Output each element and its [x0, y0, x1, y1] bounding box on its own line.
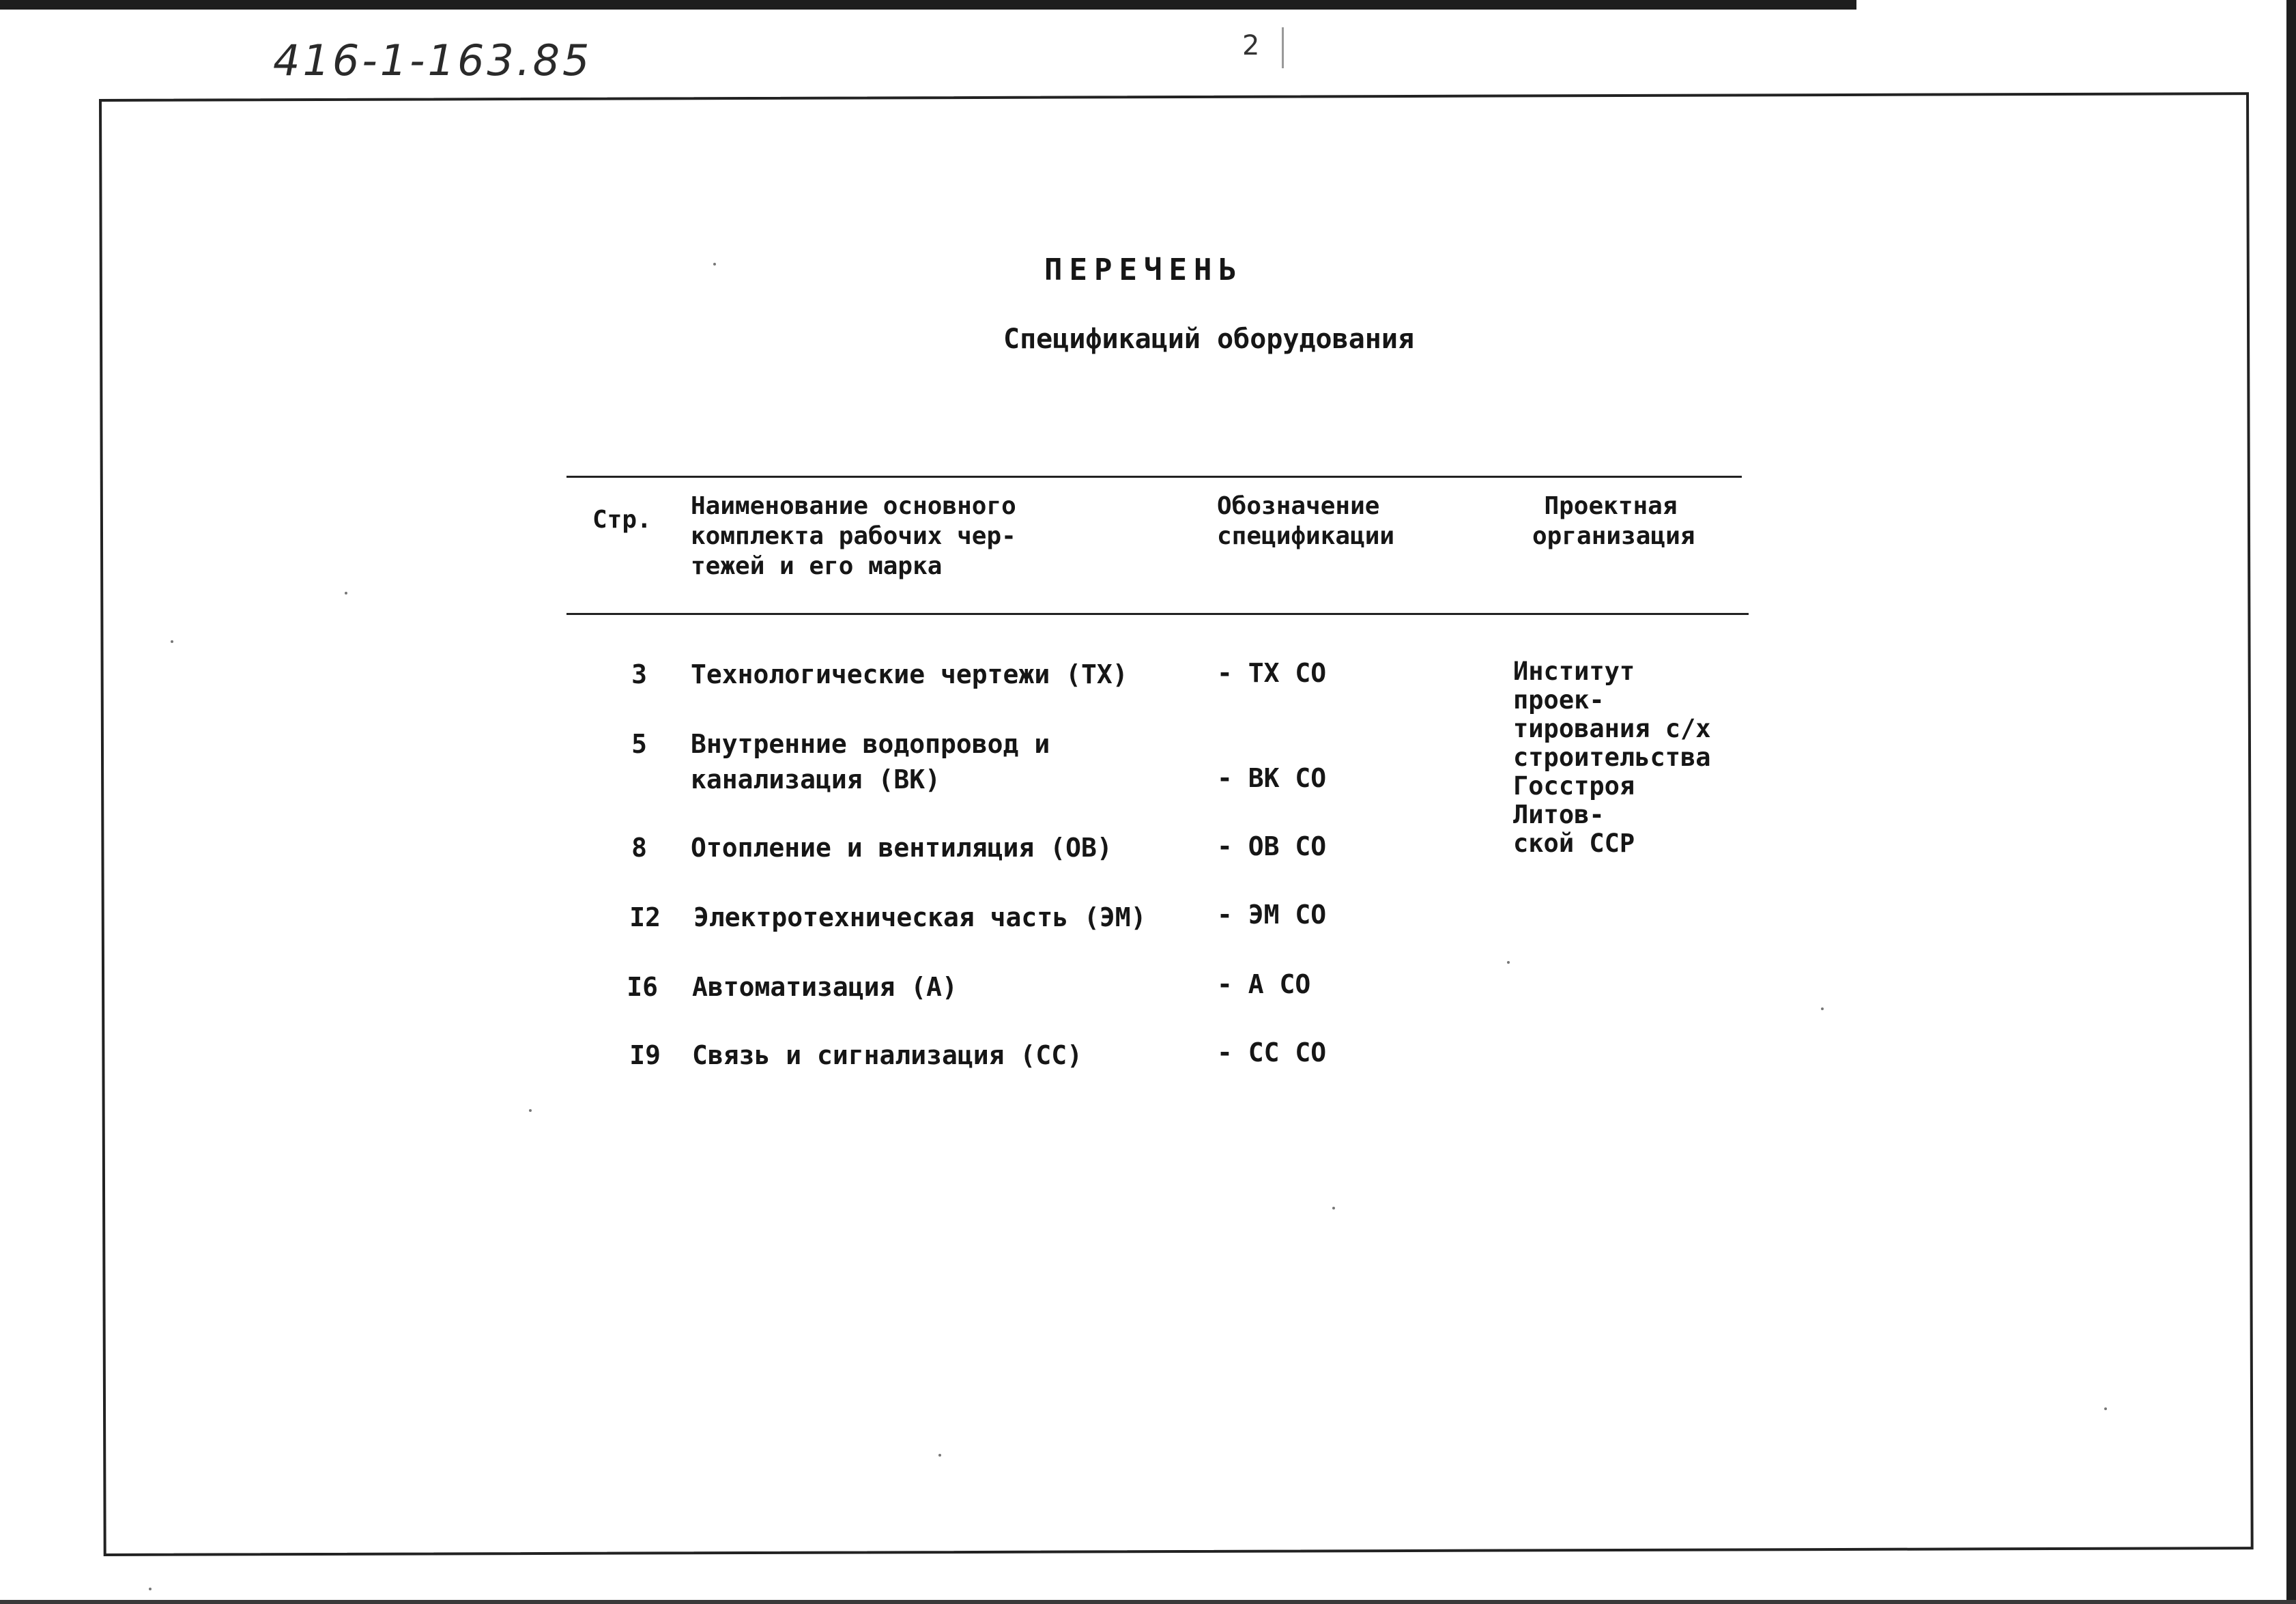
- row-page: I6: [627, 972, 658, 1002]
- row-code: - СС СО: [1217, 1037, 1327, 1068]
- row-code: - А СО: [1217, 969, 1311, 999]
- scan-speck: [2104, 1407, 2107, 1410]
- header-code-line: спецификации: [1217, 522, 1395, 550]
- header-org-line: Проектная: [1544, 492, 1678, 520]
- org-line: Институт проек-: [1513, 657, 1635, 715]
- scan-speck: [1821, 1007, 1824, 1010]
- row-name: [691, 726, 1182, 797]
- row-name: Отопление и вентиляция (ОВ): [691, 833, 1113, 863]
- row-name: Электротехническая часть (ЭМ): [693, 902, 1147, 932]
- header-organization: [1532, 491, 1695, 552]
- scan-speck: [938, 1454, 941, 1457]
- row-page: 8: [631, 833, 647, 863]
- header-code: [1217, 491, 1435, 552]
- scan-speck: [1507, 961, 1510, 964]
- scan-edge-top: [0, 0, 1856, 10]
- page-number: 2: [1242, 30, 1260, 61]
- scan-edge-bottom: [0, 1600, 2296, 1604]
- row-code: - ВК СО: [1217, 763, 1327, 793]
- row-page: 5: [631, 729, 647, 759]
- header-org-line: организация: [1532, 522, 1695, 550]
- org-line: Госстроя Литов-: [1513, 771, 1635, 829]
- table-header-rule: [566, 613, 1749, 615]
- design-organization: [1513, 657, 1738, 858]
- header-name-line: тежей и его марка: [691, 552, 943, 580]
- row-name: Технологические чертежи (ТХ): [691, 659, 1128, 689]
- org-line: тирования с/х: [1513, 714, 1711, 743]
- scan-speck: [149, 1588, 152, 1590]
- header-name-line: Наименование основного: [691, 492, 1016, 520]
- document-code-handwritten: 416-1-163.85: [273, 35, 592, 85]
- org-line: строительства: [1513, 743, 1711, 772]
- row-code: - ЭМ СО: [1217, 900, 1327, 930]
- scan-speck: [171, 640, 173, 643]
- header-code-line: Обозначение: [1217, 492, 1380, 520]
- row-name: Связь и сигнализация (СС): [692, 1040, 1082, 1070]
- drawing-frame: [99, 92, 2254, 1556]
- scan-edge-right: [2286, 0, 2296, 1604]
- page-title: ПЕРЕЧЕНЬ: [1044, 253, 1244, 287]
- page-number-mark: [1282, 27, 1284, 68]
- row-page: I9: [629, 1040, 661, 1070]
- row-page: I2: [629, 902, 661, 932]
- header-name: [691, 491, 1073, 582]
- scan-speck: [1332, 1207, 1335, 1209]
- table-top-rule: [566, 476, 1742, 478]
- row-name-line: канализация (ВК): [691, 764, 941, 794]
- row-name-line: Внутренние водопровод и: [691, 729, 1050, 759]
- scan-speck: [713, 263, 716, 266]
- header-name-line: комплекта рабочих чер-: [691, 522, 1016, 550]
- row-name: Автоматизация (А): [692, 972, 958, 1002]
- row-page: 3: [631, 659, 647, 689]
- org-line: ской ССР: [1513, 829, 1635, 858]
- row-code: - ОВ СО: [1217, 831, 1327, 861]
- page-subtitle: Спецификаций оборудования: [1003, 324, 1415, 355]
- scan-speck: [529, 1109, 532, 1112]
- header-page: Стр.: [592, 506, 652, 534]
- scan-speck: [345, 592, 347, 595]
- row-code: - ТХ СО: [1217, 658, 1327, 688]
